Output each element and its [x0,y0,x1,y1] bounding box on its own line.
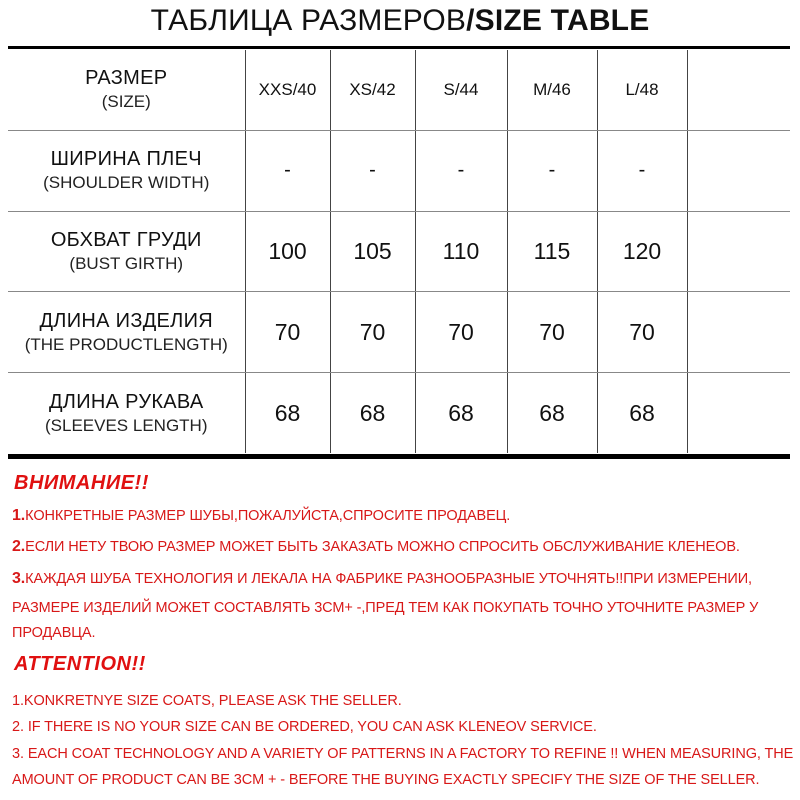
row-label: ОБХВАТ ГРУДИ (BUST GIRTH) [8,211,245,292]
page-title [0,4,800,38]
notice-ru-item-cont: РАЗМЕРЕ ИЗДЕЛИЙ МОЖЕТ СОСТАВЛЯТЬ 3СМ+ -,ПРЕД ТЕМ КАК ПОКУПАТЬ ТОЧНО УТОЧНИТЕ РАЗМЕР У [12,600,759,616]
table-cell: S/44 [415,50,507,130]
table-cell: M/46 [507,50,597,130]
title-en: SIZE TABLE [474,4,650,37]
table-cell: 70 [507,292,597,373]
table-cell: 70 [245,292,330,373]
row-label: ДЛИНА РУКАВА (SLEEVES LENGTH) [8,373,245,453]
table-cell [687,130,790,211]
row-label: ШИРИНА ПЛЕЧ (SHOULDER WIDTH) [8,130,245,211]
table-cell: 68 [330,373,415,453]
bottom-divider [8,454,790,459]
table-row-shoulder [8,130,790,211]
table-cell: 105 [330,211,415,292]
table-cell: 68 [507,373,597,453]
table-row-sleeves [8,373,790,453]
top-divider [8,46,790,49]
table-cell: XS/42 [330,50,415,130]
table-row-size [8,50,790,130]
notice-en-item: 1.KONKRETNYE SIZE COATS, PLEASE ASK THE SELLER. [12,693,402,709]
table-cell: 68 [597,373,687,453]
table-cell: 120 [597,211,687,292]
table-cell: - [597,130,687,211]
table-cell: 70 [415,292,507,373]
table-cell: - [245,130,330,211]
table-cell: 110 [415,211,507,292]
row-label: РАЗМЕР (SIZE) [8,50,245,130]
notice-en-item: 2. IF THERE IS NO YOUR SIZE CAN BE ORDERED, YOU CAN ASK KLENEOV SERVICE. [12,719,597,735]
size-table [8,50,790,453]
row-label: ДЛИНА ИЗДЕЛИЯ (THE PRODUCTLENGTH) [8,292,245,373]
title-separator: / [466,4,475,37]
notice-ru-item-cont: ПРОДАВЦА. [12,625,96,641]
notice-ru-heading: ВНИМАНИЕ!! [14,472,149,494]
notice-ru-item: 1.КОНКРЕТНЫЕ РАЗМЕР ШУБЫ,ПОЖАЛУЙСТА,СПРОСИТЕ ПРОДАВЕЦ. [12,507,511,524]
notice-en-item: AMOUNT OF PRODUCT CAN BE 3CM + - BEFORE THE BUYING EXACTLY SPECIFY THE SIZE OF THE SELLER. [12,772,760,788]
table-cell: - [415,130,507,211]
table-cell: 70 [330,292,415,373]
table-cell: - [330,130,415,211]
table-cell: 100 [245,211,330,292]
table-cell: XXS/40 [245,50,330,130]
table-cell [687,211,790,292]
table-cell: 68 [415,373,507,453]
notice-ru-item: 3.КАЖДАЯ ШУБА ТЕХНОЛОГИЯ И ЛЕКАЛА НА ФАБРИКЕ РАЗНООБРАЗНЫЕ УТОЧНЯТЬ!!ПРИ ИЗМЕРЕНИИ, [12,570,752,587]
table-cell: L/48 [597,50,687,130]
table-row-bust [8,211,790,292]
table-cell [687,292,790,373]
title-ru: ТАБЛИЦА РАЗМЕРОВ [150,4,467,37]
notice-en-heading: ATTENTION!! [14,653,146,675]
notice-ru-item: 2.ЕСЛИ НЕТУ ТВОЮ РАЗМЕР МОЖЕТ БЫТЬ ЗАКАЗАТЬ МОЖНО СПРОСИТЬ ОБСЛУЖИВАНИЕ КЛЕНЕОВ. [12,538,740,555]
table-cell: 115 [507,211,597,292]
notice-en-item: 3. EACH COAT TECHNOLOGY AND A VARIETY OF PATTERNS IN A FACTORY TO REFINE !! WHEN MEASURING, THE [12,746,794,762]
table-cell: 70 [597,292,687,373]
table-cell [687,373,790,453]
table-cell: - [507,130,597,211]
table-cell [687,50,790,130]
table-row-length [8,292,790,373]
table-cell: 68 [245,373,330,453]
